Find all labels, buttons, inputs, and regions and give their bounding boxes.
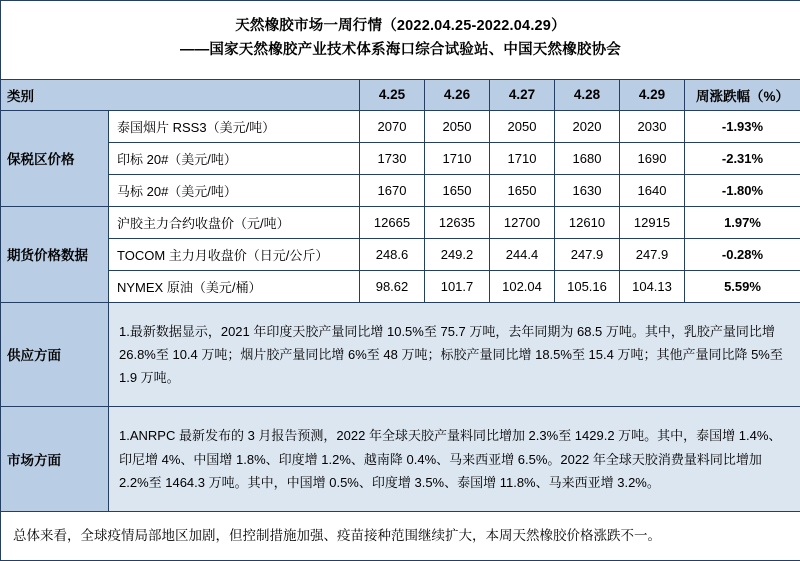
cell-weekly-change: -1.80%: [685, 174, 800, 206]
header-category: 类别: [1, 79, 360, 110]
cell-value: 102.04: [490, 270, 555, 302]
cell-value: 1650: [490, 174, 555, 206]
cell-value: 2050: [425, 110, 490, 142]
cell-weekly-change: -0.28%: [685, 238, 800, 270]
cell-value: 1650: [425, 174, 490, 206]
report-title: [1, 1, 800, 80]
title-row: [1, 1, 800, 80]
cell-value: 247.9: [620, 238, 685, 270]
cell-weekly-change: -2.31%: [685, 142, 800, 174]
title-line-2: ――国家天然橡胶产业技术体系海口综合试验站、中国天然橡胶协会: [180, 42, 621, 59]
cell-value: 1690: [620, 142, 685, 174]
market-row: [1, 407, 800, 512]
market-text: 1.ANRPC 最新发布的 3 月报告预测，2022 年全球天胶产量料同比增加 2.3%至 1429.2 万吨。其中，泰国增 1.4%、印尼增 4%、中国增 1.8%、印度增 1.2%、越南降 0.4%、马来西亚增 6.5%。2022 年全球天胶消费量料同比增加 2.2%至 1464.3 万吨。其中，中国增 0.5%、印度增 3.5%、泰国增 11.8%、马来西亚增 3.2%。: [109, 407, 800, 512]
cell-value: 249.2: [425, 238, 490, 270]
cell-value: 105.16: [555, 270, 620, 302]
header-row: [1, 79, 800, 110]
summary-text: 总体来看，全球疫情局部地区加剧，但控制措施加强、疫苗接种范围继续扩大，本周天然橡胶价格涨跌不一。: [1, 511, 800, 560]
header-weekly-change: 周涨跌幅（%）: [685, 79, 800, 110]
cell-weekly-change: -1.93%: [685, 110, 800, 142]
section-label-futures-price: 期货价格数据: [1, 206, 109, 302]
cell-value: 244.4: [490, 238, 555, 270]
header-date-2: 4.27: [490, 79, 555, 110]
cell-value: 2050: [490, 110, 555, 142]
cell-value: 1630: [555, 174, 620, 206]
cell-value: 1710: [425, 142, 490, 174]
cell-value: 1680: [555, 142, 620, 174]
cell-value: 104.13: [620, 270, 685, 302]
header-date-0: 4.25: [360, 79, 425, 110]
cell-value: 1710: [490, 142, 555, 174]
cell-value: 2020: [555, 110, 620, 142]
cell-value: 12635: [425, 206, 490, 238]
cell-value: 1730: [360, 142, 425, 174]
cell-value: 12610: [555, 206, 620, 238]
table-row: [1, 206, 800, 238]
table-row: [1, 270, 800, 302]
cell-value: 101.7: [425, 270, 490, 302]
cell-value: 1640: [620, 174, 685, 206]
cell-value: 247.9: [555, 238, 620, 270]
row-item-smr20-india: 印标 20#（美元/吨）: [109, 142, 360, 174]
cell-value: 12915: [620, 206, 685, 238]
row-item-nymex-crude: NYMEX 原油（美元/桶）: [109, 270, 360, 302]
title-line-1: 天然橡胶市场一周行情（2022.04.25-2022.04.29）: [235, 18, 566, 35]
table-row: [1, 110, 800, 142]
supply-text: 1.最新数据显示，2021 年印度天胶产量同比增 10.5%至 75.7 万吨，去年同期为 68.5 万吨。其中，乳胶产量同比增 26.8%至 10.4 万吨；烟片胶产量同比增 6%至 48 万吨；标胶产量同比增 18.5%至 15.4 万吨；其他产量同比降 5%至 1.9 万吨。: [109, 302, 800, 407]
cell-weekly-change: 1.97%: [685, 206, 800, 238]
table-row: [1, 142, 800, 174]
section-label-bonded-price: 保税区价格: [1, 110, 109, 206]
header-date-3: 4.28: [555, 79, 620, 110]
summary-row: [1, 511, 800, 560]
cell-weekly-change: 5.59%: [685, 270, 800, 302]
table-row: [1, 174, 800, 206]
header-date-4: 4.29: [620, 79, 685, 110]
row-item-rss3: 泰国烟片 RSS3（美元/吨）: [109, 110, 360, 142]
row-item-tocom: TOCOM 主力月收盘价（日元/公斤）: [109, 238, 360, 270]
supply-row: [1, 302, 800, 407]
table-row: [1, 238, 800, 270]
cell-value: 98.62: [360, 270, 425, 302]
section-label-supply: 供应方面: [1, 302, 109, 407]
header-date-1: 4.26: [425, 79, 490, 110]
cell-value: 1670: [360, 174, 425, 206]
cell-value: 2030: [620, 110, 685, 142]
row-item-shfe: 沪胶主力合约收盘价（元/吨）: [109, 206, 360, 238]
cell-value: 248.6: [360, 238, 425, 270]
cell-value: 12700: [490, 206, 555, 238]
section-label-market: 市场方面: [1, 407, 109, 512]
cell-value: 2070: [360, 110, 425, 142]
row-item-smr20-malaysia: 马标 20#（美元/吨）: [109, 174, 360, 206]
cell-value: 12665: [360, 206, 425, 238]
